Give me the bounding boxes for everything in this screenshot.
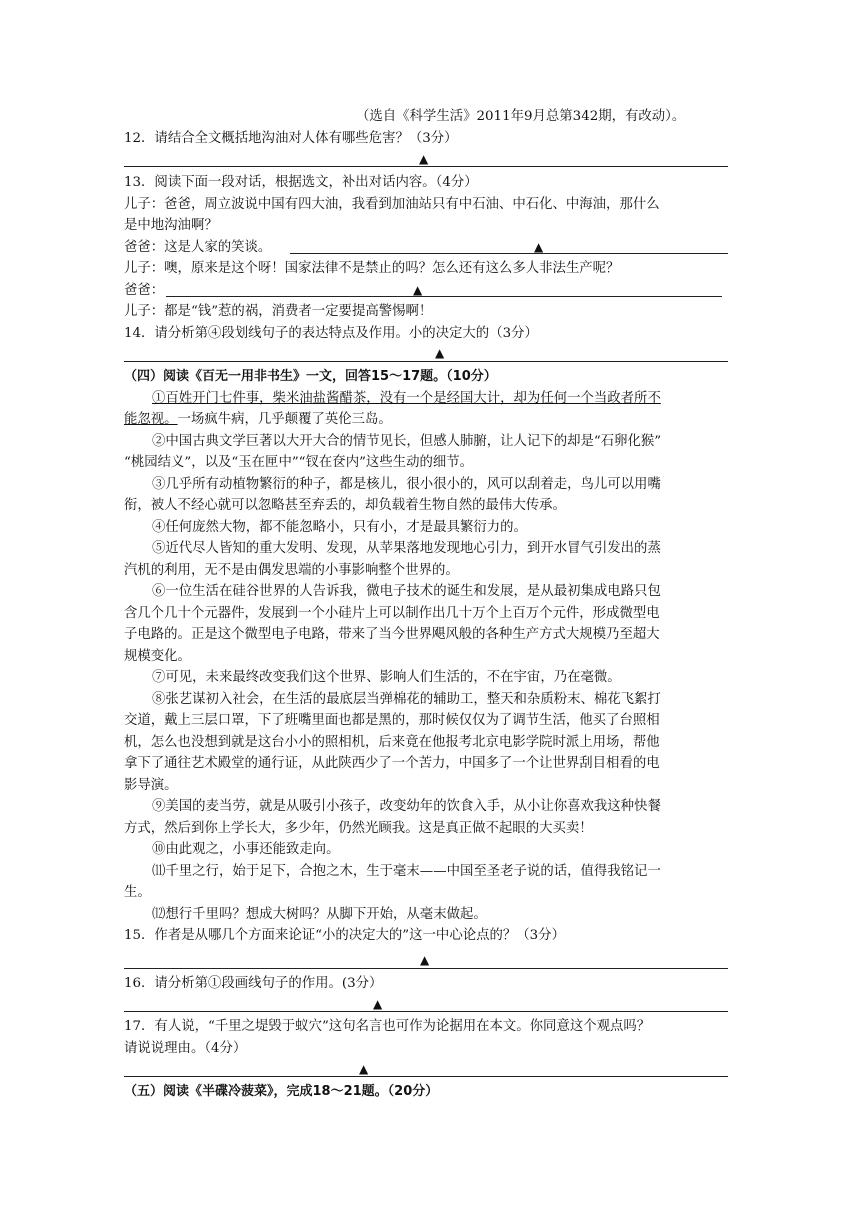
answer-line-17[interactable] xyxy=(124,1076,728,1077)
paragraph-1-rest: 一场疯牛病，几乎颠覆了英伦三岛。 xyxy=(177,412,392,427)
paragraph-2a: ②中国古典文学巨著以大开大合的情节见长，但感人肺腑，让人记下的却是“石卵化猴” xyxy=(152,434,662,449)
paragraph-11a: ⑾千里之行，始于足下，合抱之木，生于毫末——中国至圣老子说的话，值得我铭记一 xyxy=(152,864,661,879)
answer-line-13b[interactable] xyxy=(166,296,722,297)
answer-marker-12: ▲ xyxy=(419,152,429,166)
paragraph-6a: ⑥一位生活在硅谷世界的人告诉我，微电子技术的诞生和发展，是从最初集成电路只包 xyxy=(152,584,661,599)
dialogue-son-2: 儿子：噢，原来是这个呀！国家法律不是禁止的吗？怎么还有这么多人非法生产呢？ xyxy=(124,261,620,276)
question-17b: 请说说理由。（4分） xyxy=(124,1041,247,1056)
paragraph-1-line-b xyxy=(124,409,392,430)
section-5-heading: （五）阅读《半碟冷菠菜》，完成18～21题。（20分） xyxy=(124,1084,439,1099)
dialogue-son-1b: 是中地沟油啊？ xyxy=(124,218,218,233)
paragraph-6b: 含几个几十个元器件，发展到一个小硅片上可以制作出几十万个上百万个元件，形成微型电 xyxy=(124,606,660,621)
answer-marker-15: ▲ xyxy=(420,953,430,967)
paragraph-8d: 拿下了通往艺术殿堂的通行证，从此陕西少了一个苦力，中国多了一个让世界刮目相看的电 xyxy=(124,756,660,771)
paragraph-7: ⑦可见，未来最终改变我们这个世界、影响人们生活的，不在宇宙，乃在毫微。 xyxy=(152,670,621,685)
answer-line-12[interactable] xyxy=(124,166,728,167)
paragraph-1-underlined-b: 能忽视。 xyxy=(124,412,178,427)
paragraph-6d: 规模变化。 xyxy=(124,649,191,664)
paragraph-8a: ⑧张艺谋初入社会，在生活的最底层当弹棉花的辅助工，整天和杂质粉末、棉花飞絮打 xyxy=(152,692,661,707)
dialogue-dad-1: 爸爸：这是人家的笑谈。 xyxy=(124,240,272,255)
paragraph-6c: 子电路的。正是这个微型电子电路，带来了当今世界飓风般的各种生产方式大规模乃至超大 xyxy=(124,627,660,642)
question-17a: 17．有人说，“千里之堤毁于蚁穴”这句名言也可作为论据用在本文。你同意这个观点吗？ xyxy=(124,1019,651,1034)
paragraph-8b: 交道，戴上三层口罩，下了班嘴里面也都是黑的，那时候仅仅为了调节生活，他买了台照相 xyxy=(124,713,660,728)
paragraph-5b: 汽机的利用，无不是由偶发思端的小事影响整个世界的。 xyxy=(124,563,459,578)
paragraph-4: ④任何庞然大物，都不能忽略小，只有小，才是最具繁衍力的。 xyxy=(152,520,527,535)
dialogue-dad-2: 爸爸： xyxy=(124,283,165,298)
answer-marker-13b: ▲ xyxy=(413,283,423,297)
paragraph-8c: 机，怎么也没想到就是这台小小的照相机，后来竟在他报考北京电影学院时派上用场，帮他 xyxy=(124,735,660,750)
answer-marker-14: ▲ xyxy=(435,346,445,360)
question-14: 14．请分析第④段划线句子的表达特点及作用。小的决定大的（3分） xyxy=(124,326,538,341)
answer-marker-17: ▲ xyxy=(359,1062,369,1076)
paragraph-9a: ⑨美国的麦当劳，就是从吸引小孩子，改变幼年的饮食入手，从小让你喜欢我这种快餐 xyxy=(152,799,661,814)
question-15: 15．作者是从哪几个方面来论证“小的决定大的”这一中心论点的？（3分） xyxy=(124,928,565,943)
question-16: 16．请分析第①段画线句子的作用。(3分） xyxy=(124,976,383,991)
answer-line-14[interactable] xyxy=(124,361,728,362)
dialogue-son-3: 儿子：都是“钱”惹的祸，消费者一定要提高警惕啊！ xyxy=(124,304,433,319)
answer-marker-16: ▲ xyxy=(373,997,383,1011)
dialogue-son-1a: 儿子：爸爸，周立波说中国有四大油，我看到加油站只有中石油、中石化、中海油，那什么 xyxy=(124,197,660,212)
paragraph-12: ⑿想行千里吗？想成大树吗？从脚下开始，从毫末做起。 xyxy=(152,907,487,922)
paragraph-11b: 生。 xyxy=(124,885,151,900)
section-4-heading: （四）阅读《百无一用非书生》一文，回答15～17题。（10分） xyxy=(124,369,497,384)
paragraph-9b: 方式，然后到你上学长大，多少年，仍然光顾我。这是真正做不起眼的大买卖！ xyxy=(124,821,593,836)
answer-line-16[interactable] xyxy=(124,1011,728,1012)
answer-line-13a[interactable] xyxy=(290,253,728,254)
paragraph-10: ⑩由此观之，小事还能致走向。 xyxy=(152,842,340,857)
paragraph-8e: 影导演。 xyxy=(124,778,178,793)
paragraph-5a: ⑤近代尽人皆知的重大发明、发现，从苹果落地发现地心引力，到开水冒气引发出的蒸 xyxy=(152,541,661,556)
paragraph-2b: “桃园结义”，以及“玉在匣中”“钗在奁内”这些生动的细节。 xyxy=(124,455,474,470)
paragraph-3b: 衔，被人不经心就可以忽略甚至弃丢的，却负载着生物自然的最伟大传承。 xyxy=(124,498,566,513)
source-note: （选自《科学生活》2011年9月总第342期，有改动）。 xyxy=(356,109,686,124)
question-12: 12．请结合全文概括地沟油对人体有哪些危害？（3分） xyxy=(124,131,458,146)
answer-line-15[interactable] xyxy=(124,968,728,969)
paragraph-3a: ③几乎所有动植物繁衍的种子，都是核儿，很小很小的，风可以刮着走，鸟儿可以用嘴 xyxy=(152,477,661,492)
paragraph-1-underlined-a: ①百姓开门七件事，柴米油盐酱醋茶，没有一个是经国大计，却为任何一个当政者所不 xyxy=(152,391,661,406)
question-13: 13．阅读下面一段对话，根据选文，补出对话内容。（4分） xyxy=(124,175,478,190)
answer-marker-13a: ▲ xyxy=(534,240,544,254)
